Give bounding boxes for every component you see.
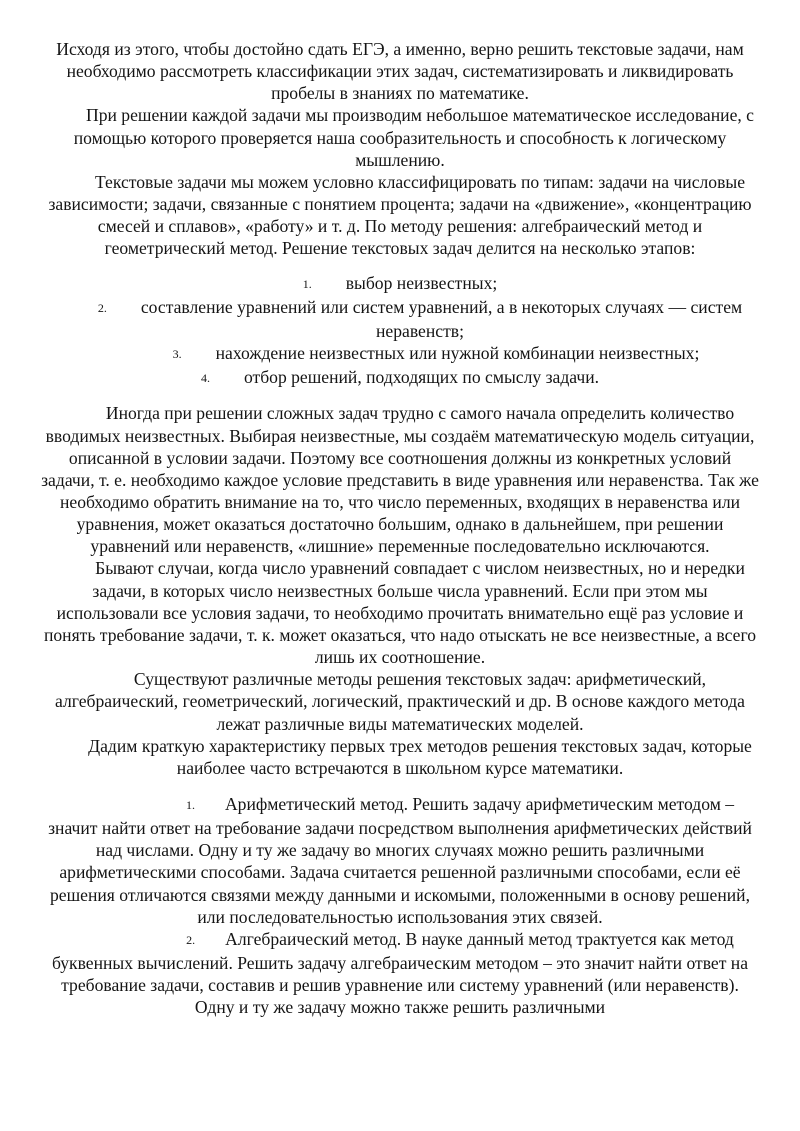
list-number: 3. bbox=[172, 347, 182, 362]
list-number: 4. bbox=[200, 371, 210, 386]
stages-list bbox=[40, 272, 760, 391]
document-page bbox=[40, 38, 760, 1019]
list-number: 2. bbox=[186, 932, 196, 947]
list-item bbox=[40, 342, 760, 366]
list-number: 1. bbox=[302, 276, 312, 291]
method-algebraic bbox=[40, 928, 760, 1019]
paragraph-equations: Бывают случаи, когда число уравнений совпадает с числом неизвестных, но и нередки задачи, в которых число неизвестных больше числа уравнений. Если при этом мы использовали все условия задачи, то необходимо прочитать внимательно ещё раз условие и понять требование задачи, т. к. может оказаться, что надо отыскать не все неизвестные, а всего лишь их соотношение. bbox=[43, 558, 757, 668]
paragraph-characteristics: Дадим краткую характеристику первых трех методов решения текстовых задач, которые наиболее часто встречаются в школьном курсе математики. bbox=[88, 735, 752, 778]
paragraph-research: При решении каждой задачи мы производим небольшое математическое исследование, с помощью которого проверяется наша сообразительность и способность к логическому мышлению. bbox=[73, 105, 754, 170]
list-item bbox=[40, 296, 760, 342]
method-arithmetic bbox=[40, 793, 760, 928]
list-item-text: отбор решений, подходящих по смыслу задачи. bbox=[243, 367, 600, 388]
paragraph-classification: Текстовые задачи мы можем условно классифицировать по типам: задачи на числовые зависимости; задачи, связанные с понятием процента; задачи на «движение», «концентрацию смесей и сплавов», «работу» и т. д. По методу решения: алгебраический метод и геометрический метод. Решение текстовых задач делится на несколько этапов: bbox=[48, 171, 752, 259]
paragraph-unknowns: Иногда при решении сложных задач трудно с самого начала определить количество вводимых неизвестных. Выбирая неизвестные, мы создаём математическую модель ситуации, описанной в условии задачи. Поэтому все соотношения должны из конкретных условий задачи, т. е. необходимо каждое условие представить в виде уравнения или неравенства. Так же необходимо обратить внимание на то, что число переменных, входящих в неравенства или уравнения, может оказаться достаточно большим, однако в дальнейшем, при решении уравнений или неравенств, «лишние» переменные последовательно исключаются. bbox=[41, 403, 759, 557]
method-text: Арифметический метод. Решить задачу арифметическим методом – значит найти ответ на требование задачи посредством выполнения арифметических действий над числами. Одну и ту же задачу во многих случаях можно решить различными арифметическими способами. Задача считается решенной различными способами, если её решения отличаются связями между данными и искомыми, положенными в основу решений, или последовательностью использования этих связей. bbox=[48, 794, 752, 927]
list-item-text: нахождение неизвестных или нужной комбинации неизвестных; bbox=[215, 343, 700, 364]
list-item bbox=[40, 366, 760, 390]
method-text: Алгебраический метод. В науке данный метод трактуется как метод буквенных вычислений. Решить задачу алгебраическим методом – это значит найти ответ на требование задачи, составив и решив уравнение или систему уравнений (или неравенств). Одну и ту же задачу можно также решить различными bbox=[51, 928, 749, 1018]
list-item-text: выбор неизвестных; bbox=[345, 272, 498, 293]
list-item bbox=[40, 272, 760, 296]
list-number: 2. bbox=[97, 300, 107, 315]
list-number: 1. bbox=[185, 798, 195, 812]
paragraph-methods: Существуют различные методы решения текстовых задач: арифметический, алгебраический, геометрический, логический, практический и др. В основе каждого метода лежат различные виды математических моделей. bbox=[55, 669, 745, 734]
paragraph-intro: Исходя из этого, чтобы достойно сдать ЕГЭ, а именно, верно решить текстовые задачи, нам необходимо рассмотреть классификации этих задач, систематизировать и ликвидировать пробелы в знаниях по математике. bbox=[56, 39, 744, 104]
list-item-text: составление уравнений или систем уравнений, а в некоторых случаях — систем неравенств; bbox=[140, 296, 743, 341]
